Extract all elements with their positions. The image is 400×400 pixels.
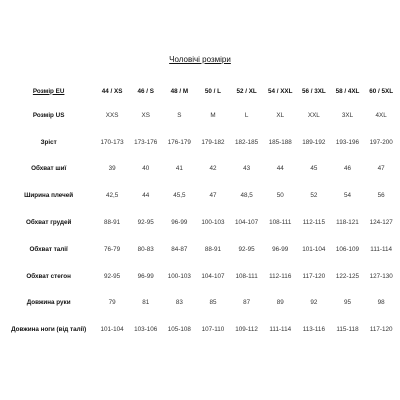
table-cell: 104-107 <box>235 219 259 227</box>
table-cell: 87 <box>243 299 251 307</box>
table-cell: 81 <box>142 299 150 307</box>
table-header-row <box>2 80 398 102</box>
column-header: 60 / 5XL <box>369 87 394 95</box>
table-cell: 111-114 <box>269 326 292 334</box>
row-label: Зріст <box>40 138 57 146</box>
table-cell: 112-115 <box>302 219 325 227</box>
table-cell: 179-182 <box>201 138 225 146</box>
column-header: 54 / XXL <box>267 87 293 95</box>
table-row <box>2 209 398 236</box>
column-header: 48 / M <box>170 87 189 95</box>
table-cell: 117-120 <box>302 272 326 280</box>
table-cell: 107-110 <box>201 326 225 334</box>
table-cell: 111-114 <box>370 245 392 253</box>
table-cell: XXL <box>307 111 320 119</box>
table-cell: 173-176 <box>134 138 158 146</box>
table-cell: XXS <box>105 111 119 119</box>
table-cell: 96-99 <box>272 245 289 253</box>
table-cell: 108-111 <box>269 219 292 227</box>
table-row <box>2 156 398 183</box>
table-cell: 101-104 <box>100 326 124 334</box>
table-cell: 43 <box>243 165 251 173</box>
table-cell: 182-185 <box>235 138 259 146</box>
table-cell: 176-179 <box>167 138 191 146</box>
table-cell: 42 <box>209 165 217 173</box>
table-cell: 124-127 <box>369 219 393 227</box>
table-cell: L <box>244 111 249 119</box>
table-cell: 84-87 <box>171 245 188 253</box>
column-header: 46 / S <box>137 87 154 95</box>
table-cell: 45 <box>310 165 318 173</box>
table-cell: 47 <box>209 192 217 200</box>
table-cell: 89 <box>276 299 284 307</box>
table-cell: 42,5 <box>105 192 119 200</box>
table-cell: 40 <box>142 165 150 173</box>
table-row <box>2 316 398 343</box>
table-cell: 50 <box>276 192 284 200</box>
table-row <box>2 182 398 209</box>
table-cell: 92-95 <box>137 219 154 227</box>
table-cell: 56 <box>377 192 385 200</box>
table-cell: 45,5 <box>173 192 186 200</box>
row-label: Ширина плечей <box>24 192 74 200</box>
column-header: 44 / XS <box>101 87 123 95</box>
table-cell: 105-108 <box>167 326 191 334</box>
table-cell: 88-91 <box>204 245 222 253</box>
row-label: Обхват грудей <box>25 219 72 227</box>
table-cell: 100-103 <box>201 219 225 227</box>
table-cell: 104-107 <box>201 272 225 280</box>
table-cell: 115-118 <box>336 326 359 334</box>
table-cell: 92-95 <box>104 272 121 280</box>
corner-header: Розмір EU <box>32 87 65 95</box>
table-cell: 170-173 <box>100 138 124 146</box>
table-cell: 88-91 <box>104 219 121 227</box>
table-cell: 106-109 <box>335 245 360 253</box>
table-cell: 48,5 <box>240 192 253 200</box>
row-label: Довжина руки <box>26 299 71 307</box>
row-label: Обхват стегон <box>26 272 71 280</box>
table-cell: 98 <box>377 299 385 307</box>
table-cell: 112-116 <box>269 272 292 280</box>
table-cell: 117-120 <box>369 326 393 334</box>
table-cell: 95 <box>343 299 351 307</box>
table-cell: 193-196 <box>335 138 360 146</box>
table-cell: 41 <box>175 165 183 173</box>
table-row <box>2 290 398 317</box>
table-cell: 47 <box>377 165 385 173</box>
table-cell: XS <box>141 111 150 119</box>
row-label: Обхват талії <box>29 245 68 253</box>
table-cell: 189-192 <box>302 138 326 146</box>
table-cell: 101-104 <box>302 245 326 253</box>
table-cell: 92 <box>310 299 318 307</box>
table-cell: 46 <box>343 165 351 173</box>
table-cell: 44 <box>276 165 284 173</box>
table-row <box>2 102 398 129</box>
table-cell: 54 <box>343 192 351 200</box>
table-cell: 44 <box>142 192 150 200</box>
table-cell: S <box>177 111 182 119</box>
table-cell: 103-106 <box>134 326 158 334</box>
table-cell: 3XL <box>341 111 354 119</box>
table-row <box>2 263 398 290</box>
column-header: 56 / 3XL <box>301 87 326 95</box>
table-cell: 83 <box>175 299 183 307</box>
row-label: Розмір US <box>32 111 65 119</box>
column-header: 58 / 4XL <box>335 87 360 95</box>
table-cell: 118-121 <box>336 219 359 227</box>
table-cell: 122-125 <box>335 272 360 280</box>
row-label: Довжина ноги (від талії) <box>11 326 87 334</box>
table-cell: 197-200 <box>369 138 393 146</box>
table-cell: 185-188 <box>268 138 292 146</box>
size-table <box>2 80 398 343</box>
table-body <box>2 102 398 343</box>
row-label: Обхват шиї <box>31 165 67 173</box>
table-cell: 39 <box>108 165 116 173</box>
table-cell: 52 <box>310 192 318 200</box>
table-cell: 108-111 <box>235 272 258 280</box>
table-cell: 96-99 <box>137 272 154 280</box>
column-header: 50 / L <box>204 87 222 95</box>
table-cell: 79 <box>108 299 116 307</box>
table-cell: M <box>210 111 216 119</box>
table-cell: 96-99 <box>171 219 188 227</box>
table-row <box>2 236 398 263</box>
table-cell: 100-103 <box>167 272 191 280</box>
table-cell: 85 <box>209 299 217 307</box>
column-header: 52 / XL <box>236 87 257 95</box>
page-title: Чоловічі розміри <box>169 55 231 64</box>
table-row <box>2 129 398 156</box>
table-cell: 109-112 <box>235 326 258 334</box>
table-cell: 4XL <box>375 111 387 119</box>
table-cell: 92-95 <box>238 245 255 253</box>
table-cell: 127-130 <box>369 272 393 280</box>
table-cell: 76-79 <box>104 245 121 253</box>
table-cell: XL <box>276 111 285 119</box>
table-cell: 113-116 <box>302 326 325 334</box>
table-cell: 80-83 <box>137 245 154 253</box>
